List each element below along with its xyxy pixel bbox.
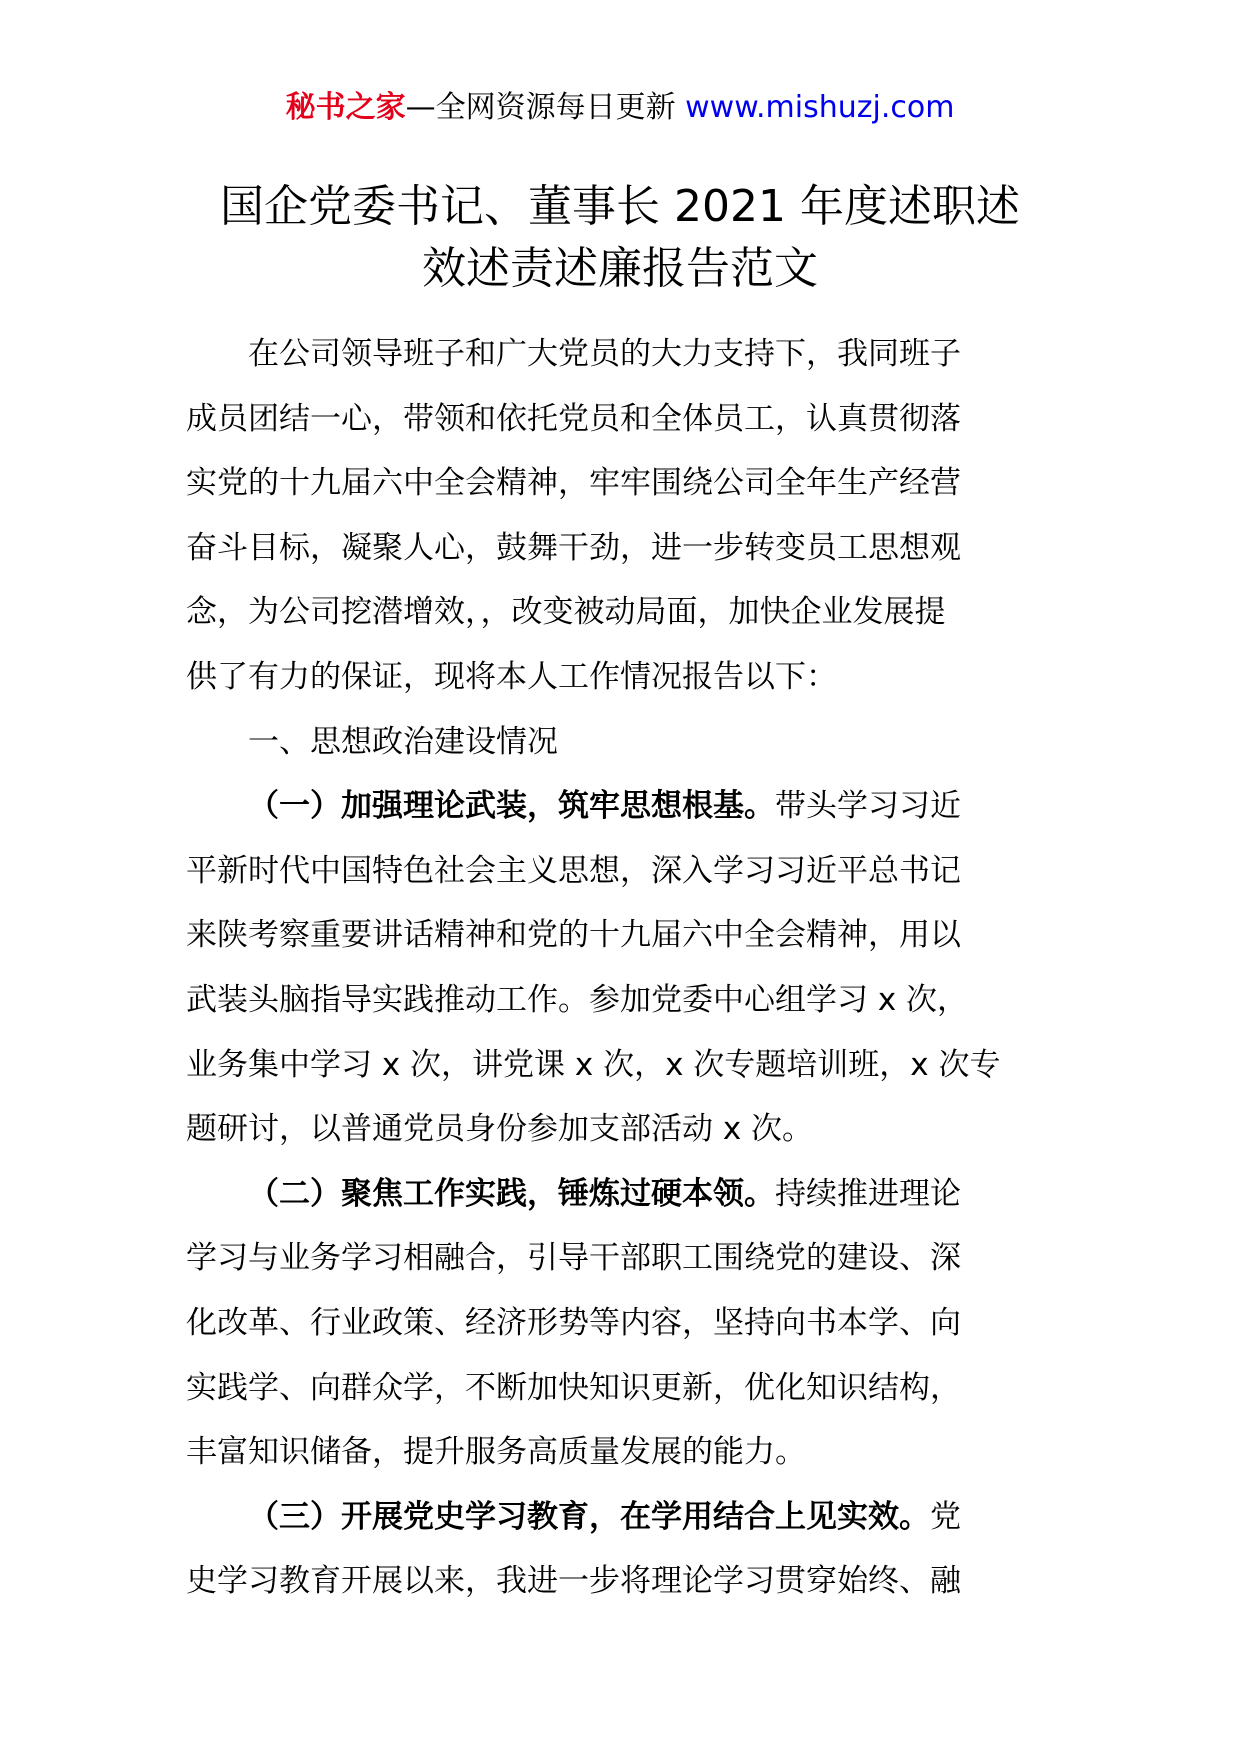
item-2-paragraph — [186, 1162, 1046, 1485]
text-line: 实践学、向群众学，不断加快知识更新，优化知识结构， — [186, 1369, 961, 1406]
item-3-heading: （三）开展党史学习教育，在学用结合上见实效。 — [248, 1498, 930, 1535]
header-url-link[interactable]: www.mishuzj.com — [685, 90, 955, 125]
text-line: 平新时代中国特色社会主义思想，深入学习习近平总书记 — [186, 852, 961, 889]
text-line: 业务集中学习 x 次，讲党课 x 次，x 次专题培训班，x 次专 — [186, 1046, 1001, 1083]
section-heading — [186, 710, 1046, 775]
text-line: 供了有力的保证，现将本人工作情况报告以下： — [186, 658, 837, 695]
document-body — [186, 322, 1046, 1614]
item-2-lead: 持续推进理论 — [775, 1175, 961, 1212]
section-1-heading: 一、思想政治建设情况 — [248, 723, 558, 760]
header-tagline: —全网资源每日更新 — [405, 90, 686, 125]
item-1-heading: （一）加强理论武装，筑牢思想根基。 — [248, 788, 775, 825]
brand-name: 秘书之家 — [285, 90, 406, 125]
text-line: 学习与业务学习相融合，引导干部职工围绕党的建设、深 — [186, 1240, 961, 1277]
item-3-lead: 党 — [930, 1498, 961, 1535]
document-title — [190, 176, 1050, 300]
intro-paragraph — [186, 322, 1046, 710]
text-line: 题研讨，以普通党员身份参加支部活动 x 次。 — [186, 1111, 814, 1148]
text-line: 在公司领导班子和广大党员的大力支持下，我同班子 — [248, 336, 961, 372]
title-line-1: 国企党委书记、董事长 2021 年度述职述 — [220, 181, 1020, 232]
title-line-2: 效述责述廉报告范文 — [422, 243, 818, 294]
text-line: 史学习教育开展以来，我进一步将理论学习贯穿始终、融 — [186, 1563, 961, 1600]
text-line: 丰富知识储备，提升服务高质量发展的能力。 — [186, 1434, 806, 1471]
item-3-paragraph — [186, 1485, 1046, 1614]
site-header — [0, 88, 1240, 128]
text-line: 来陕考察重要讲话精神和党的十九届六中全会精神，用以 — [186, 917, 961, 954]
text-line: 化改革、行业政策、经济形势等内容，坚持向书本学、向 — [186, 1304, 961, 1341]
item-2-heading: （二）聚焦工作实践，锤炼过硬本领。 — [248, 1175, 775, 1212]
item-1-paragraph — [186, 774, 1046, 1162]
text-line: 念，为公司挖潜增效，，改变被动局面，加快企业发展提 — [186, 594, 946, 631]
text-line: 武装头脑指导实践推动工作。参加党委中心组学习 x 次， — [186, 981, 969, 1018]
text-line: 实党的十九届六中全会精神，牢牢围绕公司全年生产经营 — [186, 465, 961, 502]
text-line: 成员团结一心，带领和依托党员和全体员工，认真贯彻落 — [186, 400, 961, 437]
item-1-lead: 带头学习习近 — [775, 788, 961, 825]
text-line: 奋斗目标，凝聚人心，鼓舞干劲，进一步转变员工思想观 — [186, 529, 961, 566]
